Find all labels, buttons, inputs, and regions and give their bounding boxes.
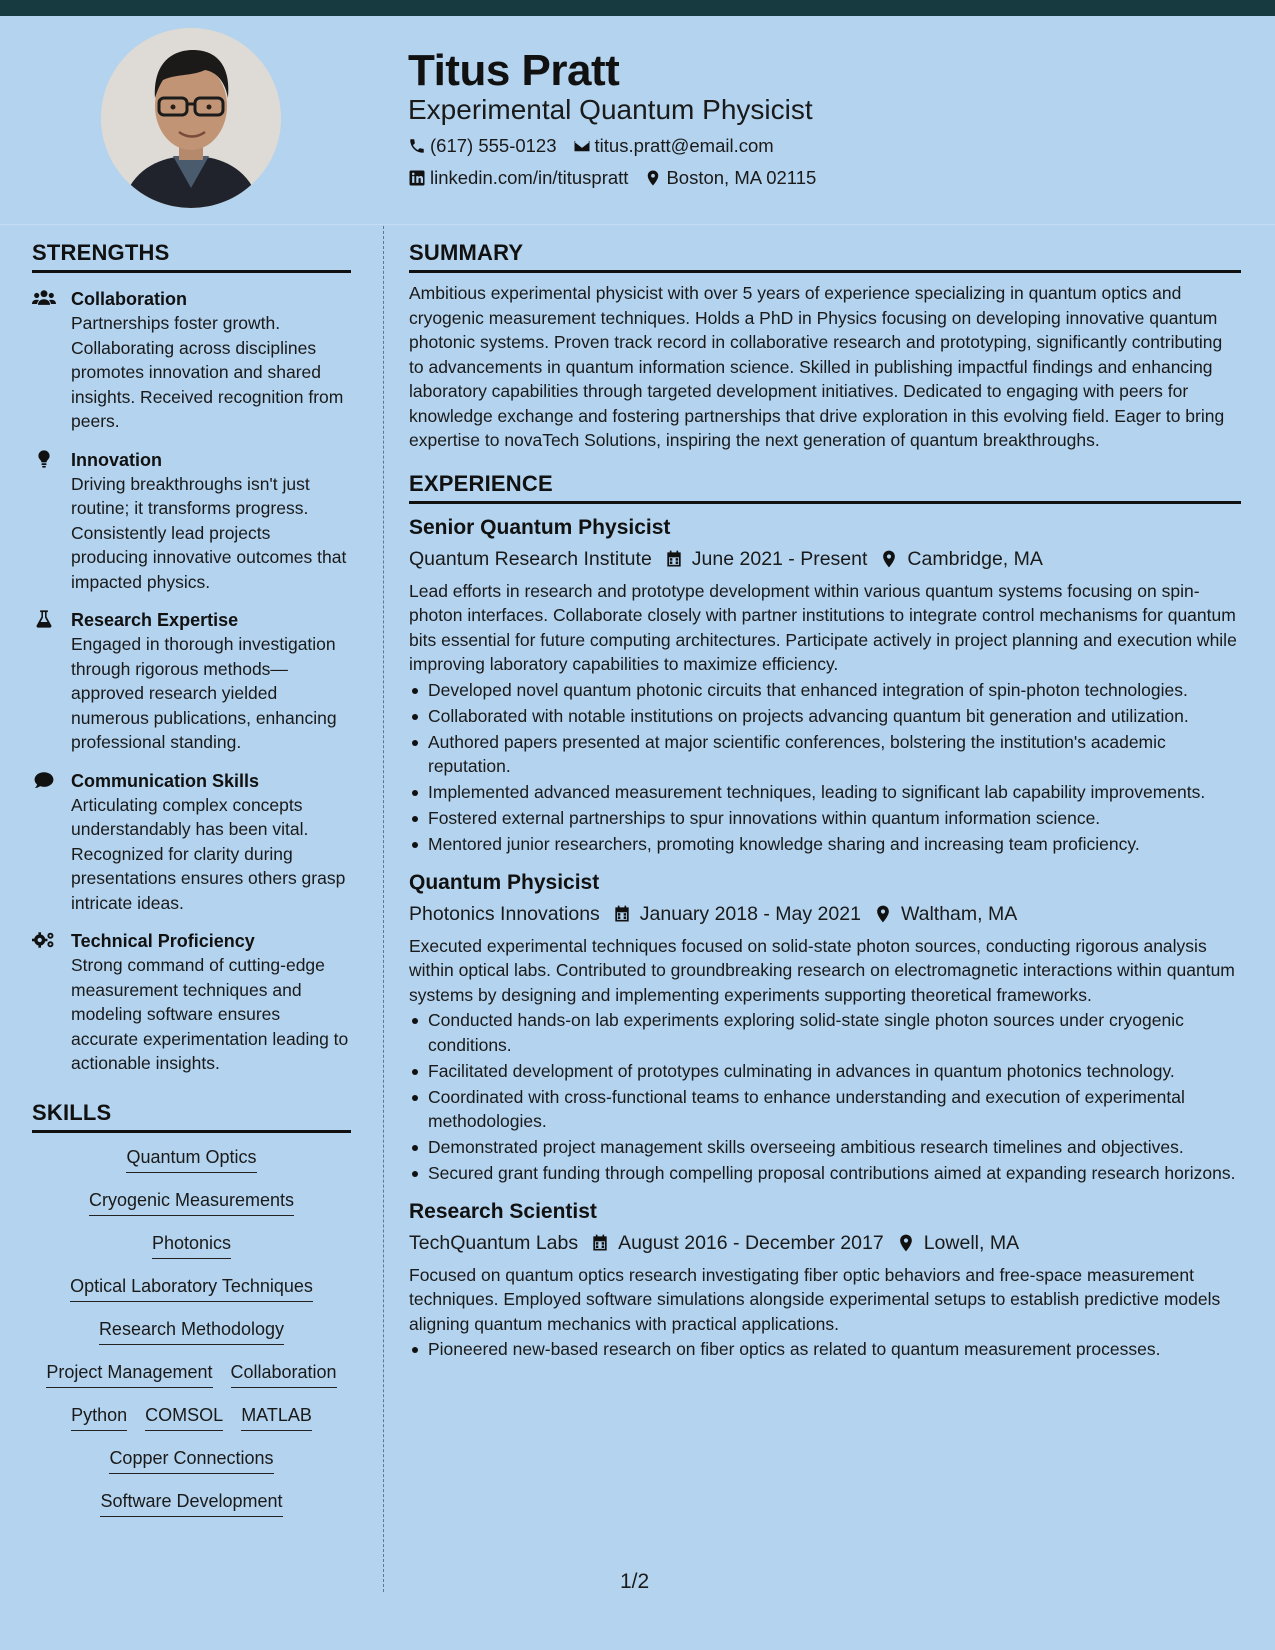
map-marker-icon (896, 1233, 916, 1253)
candidate-name: Titus Pratt (408, 46, 620, 95)
users-icon (32, 288, 56, 308)
profile-photo-illustration (101, 28, 281, 208)
summary-heading: SUMMARY (409, 240, 1241, 273)
job-location: Lowell, MA (923, 1231, 1020, 1254)
job-bullet: Fostered external partnerships to spur innovations within quantum information science. (409, 806, 1241, 831)
linkedin-icon (408, 169, 426, 187)
job-bullets (409, 678, 1241, 857)
strength-desc: Articulating complex concepts understandably has been vital. Recognized for clarity during presentations ensures others grasp intricate ideas. (71, 794, 346, 913)
column-divider (383, 226, 384, 1592)
job-meta (409, 545, 1241, 573)
job-title: Quantum Physicist (409, 870, 600, 894)
summary-text: Ambitious experimental physicist with over 5 years of experience specializing in quantum optics and cryogenic measurement techniques. Holds a PhD in Physics focusing on developing innovative quantum photonic systems. Proven track record in collaborative research and prototyping, significantly contributing to advancements in quantum information science. Skilled in publishing impactful findings and enhancing laboratory capabilities through targeted development initiatives. Dedicated to engaging with peers for knowledge exchange and fostering partnerships that drive exploration in this evolving field. Eager to bring expertise to novaTech Solutions, inspiring the next generation of quantum breakthroughs. (409, 283, 1225, 450)
top-bar (0, 0, 1275, 16)
job-entry (409, 869, 1241, 1186)
calendar-icon (590, 1233, 610, 1253)
linkedin-text: linkedin.com/in/tituspratt (430, 167, 629, 188)
job-location: Waltham, MA (900, 902, 1018, 925)
contact-row-1 (408, 135, 790, 157)
skill-tag: Python (71, 1403, 127, 1431)
contact-email[interactable] (573, 135, 774, 157)
contact-linkedin[interactable] (408, 167, 628, 189)
skill-tag: Optical Laboratory Techniques (70, 1274, 313, 1302)
skill-tag: Copper Connections (109, 1446, 273, 1474)
skill-tag: Cryogenic Measurements (89, 1188, 294, 1216)
strength-item (32, 608, 351, 755)
skill-tag: Collaboration (231, 1360, 337, 1388)
job-entry (409, 1198, 1241, 1362)
strength-item (32, 929, 351, 1076)
skill-tag: Quantum Optics (126, 1145, 256, 1173)
job-company: TechQuantum Labs (409, 1231, 579, 1254)
contact-row-2 (408, 167, 832, 189)
skill-tag: Project Management (46, 1360, 212, 1388)
strength-item (32, 448, 351, 595)
left-column (32, 240, 351, 1532)
job-bullet: Implemented advanced measurement techniques, leading to significant lab capability improvements. (409, 780, 1241, 805)
cogs-icon (32, 930, 56, 950)
flask-icon (32, 609, 56, 629)
skills-list (32, 1145, 351, 1532)
page-number: 1/2 (620, 1570, 650, 1593)
job-description: Focused on quantum optics research investigating fiber optic behaviors and free-space measurement techniques. Employed software simulations alongside experimental setups to establish predictive models aligning quantum mechanics with practical applications. (409, 1264, 1221, 1334)
envelope-icon (573, 137, 591, 155)
map-marker-icon (644, 169, 662, 187)
strength-title: Technical Proficiency (71, 931, 255, 951)
job-bullet: Demonstrated project management skills overseeing ambitious research timelines and objectives. (409, 1135, 1241, 1160)
calendar-icon (664, 549, 684, 569)
job-bullet: Secured grant funding through compelling proposal contributions aimed at expanding research horizons. (409, 1161, 1241, 1186)
right-column (409, 240, 1241, 1363)
phone-icon (408, 137, 426, 155)
skill-tag: Photonics (152, 1231, 231, 1259)
job-bullet: Mentored junior researchers, promoting knowledge sharing and increasing team proficiency. (409, 832, 1241, 857)
job-dates: January 2018 - May 2021 (639, 902, 861, 925)
experience-heading: EXPERIENCE (409, 471, 1241, 504)
contact-location (644, 167, 816, 189)
skills-heading: SKILLS (32, 1100, 351, 1133)
lightbulb-icon (32, 449, 56, 469)
skill-tag: Software Development (100, 1489, 282, 1517)
strength-item (32, 769, 351, 916)
job-dates: June 2021 - Present (691, 547, 868, 570)
strength-desc: Strong command of cutting-edge measurement techniques and modeling software ensures accurate experimentation leading to actionable insights. (71, 955, 349, 1073)
job-bullets (409, 1337, 1241, 1362)
strength-desc: Partnerships foster growth. Collaborating across disciplines promotes innovation and shared insights. Received recognition from peers. (71, 313, 344, 431)
strength-title: Collaboration (71, 289, 187, 309)
job-bullet: Facilitated development of prototypes culminating in advances in quantum photonics technology. (409, 1059, 1241, 1084)
map-marker-icon (873, 904, 893, 924)
job-location: Cambridge, MA (907, 547, 1043, 570)
strength-desc: Driving breakthroughs isn't just routine; it transforms progress. Consistently lead projects producing innovative outcomes that impacted physics. (71, 473, 347, 592)
job-bullet: Authored papers presented at major scientific conferences, bolstering the institution's academic reputation. (409, 730, 1241, 779)
job-dates: August 2016 - December 2017 (618, 1231, 884, 1254)
job-company: Quantum Research Institute (409, 547, 652, 570)
email-text: titus.pratt@email.com (594, 135, 774, 156)
skill-tag: MATLAB (241, 1403, 312, 1431)
job-meta (409, 900, 1241, 928)
job-title: Senior Quantum Physicist (409, 515, 671, 539)
strength-title: Communication Skills (71, 770, 260, 791)
strength-desc: Engaged in thorough investigation through rigorous methods—approved research yielded numerous publications, enhancing professional standing. (71, 634, 337, 752)
job-bullet: Collaborated with notable institutions on projects advancing quantum bit generation and utilization. (409, 704, 1241, 729)
job-bullet: Coordinated with cross-functional teams to enhance understanding and execution of experimental methodologies. (409, 1085, 1241, 1134)
map-marker-icon (879, 549, 899, 569)
job-bullet: Developed novel quantum photonic circuits that enhanced integration of spin-photon technologies. (409, 678, 1241, 703)
job-entry (409, 514, 1241, 857)
strength-title: Research Expertise (71, 610, 239, 630)
phone-text: (617) 555-0123 (430, 135, 557, 156)
job-bullets (409, 1008, 1241, 1186)
job-bullet: Conducted hands-on lab experiments exploring solid-state single photon sources under cryogenic conditions. (409, 1008, 1241, 1057)
contact-phone[interactable] (408, 135, 557, 157)
job-company: Photonics Innovations (409, 902, 600, 925)
job-meta (409, 1229, 1241, 1257)
resume-header (0, 16, 1275, 225)
skill-tag: COMSOL (145, 1403, 223, 1431)
location-text: Boston, MA 02115 (666, 167, 817, 188)
job-bullet: Pioneered new-based research on fiber optics as related to quantum measurement processes. (409, 1337, 1241, 1362)
strength-title: Innovation (71, 449, 162, 470)
profile-photo (101, 28, 281, 208)
job-description: Lead efforts in research and prototype development within various quantum systems focusing on spin-photon interfaces. Collaborate closely with partner institutions to integrate control mechanisms for quantum bits essential for future computing architectures. Participate actively in project planning and execution while improving laboratory capabilities to maximize efficiency. (409, 580, 1237, 674)
strength-item (32, 287, 351, 434)
calendar-icon (612, 904, 632, 924)
job-description: Executed experimental techniques focused on solid-state photon sources, conducting rigorous analysis within optical labs. Contributed to groundbreaking research on electromagnetic interactions within quantum systems by designing and implementing experiments supporting theoretical frameworks. (409, 935, 1235, 1005)
comment-icon (32, 770, 56, 790)
strengths-heading: STRENGTHS (32, 240, 351, 273)
candidate-title: Experimental Quantum Physicist (408, 94, 813, 125)
job-title: Research Scientist (409, 1199, 597, 1223)
skill-tag: Research Methodology (99, 1317, 284, 1345)
